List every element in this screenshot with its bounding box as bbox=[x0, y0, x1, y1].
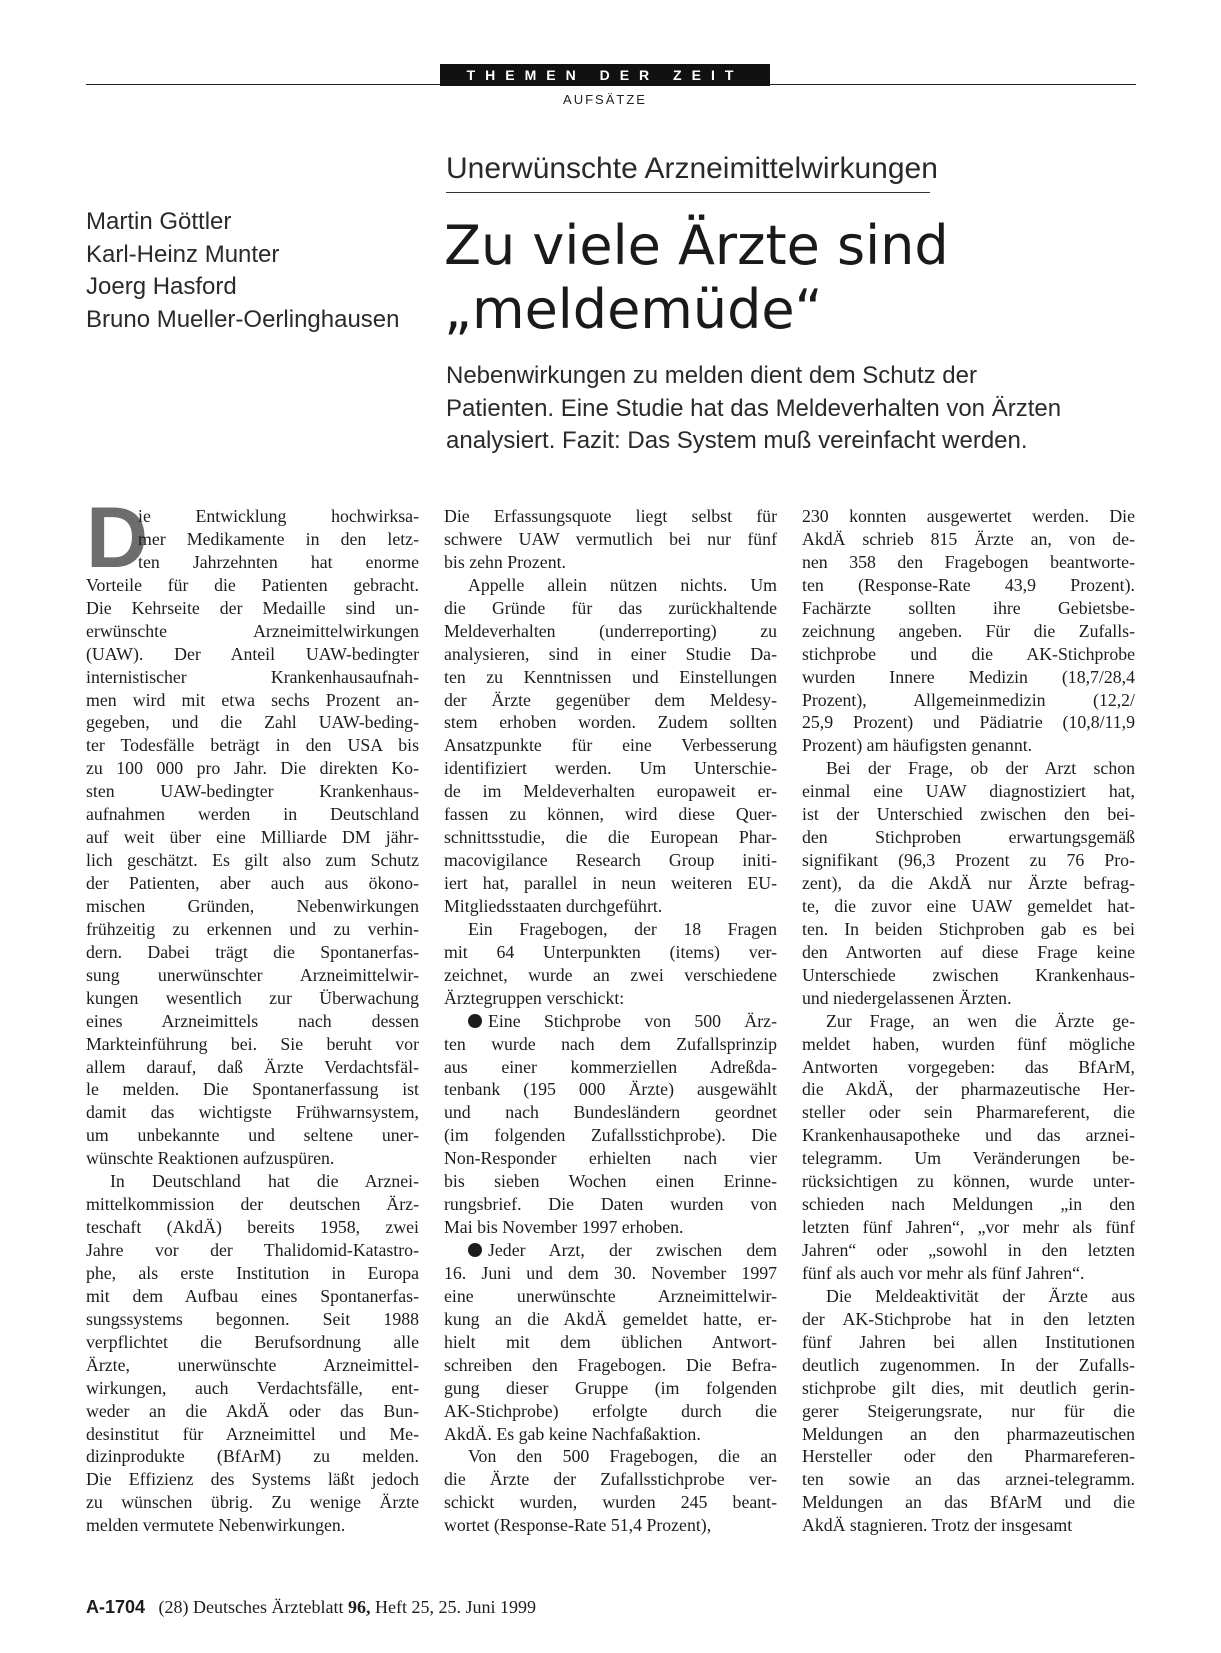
text-line: (im folgenden Zufallsstichprobe). Die bbox=[444, 1125, 777, 1146]
text-line: wünschte Reaktionen aufzuspüren. bbox=[86, 1148, 335, 1169]
headline-line: „meldemüde“ bbox=[444, 278, 823, 341]
text-line: zeichnet, wurde an zwei verschiedene bbox=[444, 964, 777, 985]
text-line: mer Medikamente in den letz- bbox=[138, 528, 419, 549]
text-line: ten Jahrzehnten hat enorme bbox=[138, 551, 419, 572]
text-line: deutlich zugenommen. In der Zufalls- bbox=[802, 1354, 1135, 1375]
text-line: zu 100 000 pro Jahr. Die direkten Ko- bbox=[86, 758, 419, 779]
text-line: men wird mit etwa sechs Prozent an- bbox=[86, 689, 419, 710]
text-line: phe, als erste Institution in Europa bbox=[86, 1262, 419, 1283]
lead-line: Nebenwirkungen zu melden dient dem Schutz der bbox=[446, 362, 977, 389]
journal-issue: Heft 25, 25. Juni 1999 bbox=[375, 1597, 536, 1617]
lead-line: analysiert. Fazit: Das System muß vereinfacht werden. bbox=[446, 427, 1028, 454]
text-line: analysieren, sind in einer Studie Da- bbox=[444, 643, 777, 664]
text-line: Ärzte, unerwünschte Arzneimittel- bbox=[86, 1354, 419, 1375]
text-line: Die Effizienz des Systems läßt jedoch bbox=[86, 1469, 419, 1490]
text-line: weder an die AkdÄ oder das Bun- bbox=[86, 1400, 419, 1421]
text-line: Fachärzte sollten ihre Gebietsbe- bbox=[802, 597, 1135, 618]
text-line: ten wurde nach dem Zufallsprinzip bbox=[444, 1033, 777, 1054]
text-line: zent), da die AkdÄ nur Ärzte befrag- bbox=[802, 873, 1135, 893]
text-line: le melden. Die Spontanerfassung ist bbox=[86, 1079, 419, 1100]
text-line: AK-Stichprobe) erfolgte durch die bbox=[444, 1400, 777, 1421]
text-line: kung an die AkdÄ gemeldet hatte, er- bbox=[444, 1308, 777, 1329]
text-line: verpflichtet die Berufsordnung alle bbox=[86, 1331, 419, 1352]
text-line: mittelkommission der deutschen Ärz- bbox=[86, 1194, 419, 1215]
text-line: dizinprodukte (BfArM) zu melden. bbox=[86, 1446, 419, 1467]
text-line: gung dieser Gruppe (im folgenden bbox=[444, 1377, 777, 1398]
article-lead bbox=[446, 360, 1126, 458]
text-line: aus einer kommerziellen Adreßda- bbox=[444, 1056, 777, 1077]
text-line: 25,9 Prozent) und Pädiatrie (10,8/11,9 bbox=[802, 712, 1135, 733]
text-line: rungsbrief. Die Daten wurden von bbox=[444, 1194, 777, 1215]
text-line: schieden nach Meldungen „in den bbox=[802, 1194, 1135, 1215]
text-line: lich geschätzt. Es gilt also zum Schutz bbox=[86, 850, 419, 871]
text-line: schwere UAW vermutlich bei nur fünf bbox=[444, 528, 777, 549]
text-line: fassen zu können, wird diese Quer- bbox=[444, 804, 777, 825]
text-line bbox=[444, 1010, 777, 1033]
text-line bbox=[444, 1239, 777, 1262]
text-line: Von den 500 Fragebogen, die an bbox=[468, 1446, 777, 1467]
text-line: den Stichproben erwartungsgemäß bbox=[802, 827, 1135, 848]
text-line: Krankenhausapotheke und das arznei- bbox=[802, 1125, 1135, 1146]
text-line: Ärztegruppen verschickt: bbox=[444, 987, 625, 1008]
text-line: wurden Innere Medizin (18,7/28,4 bbox=[802, 666, 1135, 687]
text-line: AkdÄ. Es gab keine Nachfaßaktion. bbox=[444, 1423, 701, 1444]
text-line: 230 konnten ausgewertet werden. Die bbox=[802, 506, 1135, 526]
text-line: kungen wesentlich zur Überwachung bbox=[86, 987, 419, 1008]
body-column-1 bbox=[86, 505, 419, 1537]
text-line: Bei der Frage, ob der Arzt schon bbox=[826, 758, 1135, 779]
text-line: sungssystems begonnen. Seit 1988 bbox=[86, 1308, 419, 1329]
text-line: melden vermutete Nebenwirkungen. bbox=[86, 1515, 346, 1536]
text-line: Prozent), Allgemeinmedizin (12,2/ bbox=[802, 689, 1135, 710]
text-line: fünf als auch vor mehr als fünf Jahren“. bbox=[802, 1262, 1085, 1283]
text-line: ist der Unterschied zwischen den bei- bbox=[802, 804, 1135, 825]
text-line: mit dem Aufbau eines Spontanerfas- bbox=[86, 1285, 419, 1306]
text-line: ten (Response-Rate 43,9 Prozent). bbox=[802, 574, 1135, 595]
text-line: damit das wichtigste Frühwarnsystem, bbox=[86, 1102, 419, 1123]
text-line: wortet (Response-Rate 51,4 Prozent), bbox=[444, 1515, 712, 1536]
journal-name: Deutsches Ärzteblatt bbox=[193, 1597, 344, 1617]
text-line: internistischer Krankenhausaufnah- bbox=[86, 666, 419, 687]
text-line: eine unerwünschte Arzneimittelwir- bbox=[444, 1285, 777, 1306]
text-line: letzten fünf Jahren“, „vor mehr als fünf bbox=[802, 1217, 1135, 1238]
text-line: Ansatzpunkte für eine Verbesserung bbox=[444, 735, 777, 756]
text-line: wirkungen, auch Verdachtsfälle, ent- bbox=[86, 1377, 419, 1398]
text-line: auf weit über eine Milliarde DM jähr- bbox=[86, 827, 419, 848]
text-line: stem erhoben worden. Zudem sollten bbox=[444, 712, 777, 733]
text-line: Jahren“ oder „sowohl in den letzten bbox=[802, 1240, 1135, 1260]
text-line: schnittsstudie, die die European Phar- bbox=[444, 827, 777, 848]
journal-volume: 96, bbox=[348, 1597, 371, 1617]
text-line: Meldeverhalten (underreporting) zu bbox=[444, 620, 777, 641]
text-line: und nach Bundesländern geordnet bbox=[444, 1102, 777, 1123]
text-line: Mitgliedsstaaten durchgeführt. bbox=[444, 895, 663, 916]
text-line: bis sieben Wochen einen Erinne- bbox=[444, 1171, 777, 1192]
text-line: signifikant (96,3 Prozent zu 76 Pro- bbox=[802, 850, 1135, 871]
text-line: sten UAW-bedingter Krankenhaus- bbox=[86, 781, 419, 802]
text-line: desinstitut für Arzneimittel und Me- bbox=[86, 1423, 419, 1444]
text-line: meldet haben, wurden fünf mögliche bbox=[802, 1033, 1135, 1054]
text-line: Meldungen an das BfArM und die bbox=[802, 1492, 1135, 1513]
author-name: Karl-Heinz Munter bbox=[86, 240, 280, 268]
text-line: macovigilance Research Group initi- bbox=[444, 850, 777, 871]
section-label: THEMEN DER ZEIT bbox=[440, 64, 770, 86]
text-line: Non-Responder erhielten nach vier bbox=[444, 1148, 777, 1169]
article-kicker: Unerwünschte Arzneimittelwirkungen bbox=[446, 152, 938, 185]
text-line: allem darauf, daß Ärzte Verdachtsfäl- bbox=[86, 1056, 419, 1077]
bullet-icon bbox=[468, 1243, 482, 1257]
text-line: identifiziert werden. Um Unterschie- bbox=[444, 758, 777, 779]
text-line: AkdÄ stagnieren. Trotz der insgesamt bbox=[802, 1515, 1073, 1536]
bullet-text: Jeder Arzt, der zwischen dem bbox=[488, 1240, 777, 1260]
kicker-rule bbox=[446, 192, 930, 193]
text-line: gegeben, und die Zahl UAW-beding- bbox=[86, 712, 419, 733]
text-line: zu wünschen übrig. Zu wenige Ärzte bbox=[86, 1492, 419, 1513]
text-line: einmal eine UAW diagnostiziert hat, bbox=[802, 781, 1135, 802]
text-line: der Patienten, aber auch aus ökono- bbox=[86, 873, 419, 893]
page-footer bbox=[86, 1597, 536, 1618]
page-code: A-1704 bbox=[86, 1597, 146, 1617]
text-line: Appelle allein nützen nichts. Um bbox=[468, 574, 777, 595]
text-line: dern. Dabei trägt die Spontanerfas- bbox=[86, 941, 419, 962]
text-line: Ein Fragebogen, der 18 Fragen bbox=[468, 918, 777, 939]
text-line: Unterschiede zwischen Krankenhaus- bbox=[802, 964, 1135, 985]
text-line: erwünschte Arzneimittelwirkungen bbox=[86, 620, 419, 641]
bullet-text: Eine Stichprobe von 500 Ärz- bbox=[488, 1010, 777, 1031]
text-line: ter Todesfälle beträgt in den USA bis bbox=[86, 735, 419, 756]
text-line: zeichnung angeben. Für die Zufalls- bbox=[802, 620, 1135, 641]
text-line: de im Meldeverhalten europaweit er- bbox=[444, 781, 777, 802]
drop-cap: D bbox=[86, 490, 149, 586]
text-line: Zur Frage, an wen die Ärzte ge- bbox=[826, 1010, 1135, 1031]
text-line: Vorteile für die Patienten gebracht. bbox=[86, 574, 419, 595]
text-line: Markteinführung bei. Sie beruht vor bbox=[86, 1033, 419, 1054]
text-line: te, die zuvor eine UAW gemeldet hat- bbox=[802, 895, 1135, 916]
body-column-3 bbox=[802, 505, 1135, 1537]
text-line: die AkdÄ, der pharmazeutische Her- bbox=[802, 1079, 1135, 1100]
text-line: In Deutschland hat die Arznei- bbox=[110, 1171, 419, 1192]
text-line: stichprobe gilt dies, mit deutlich gerin- bbox=[802, 1377, 1135, 1398]
text-line: Die Erfassungsquote liegt selbst für bbox=[444, 506, 777, 526]
body-column-2 bbox=[444, 505, 777, 1537]
article-headline bbox=[444, 214, 1144, 342]
headline-line: Zu viele Ärzte sind bbox=[444, 214, 949, 277]
text-line: Die Kehrseite der Medaille sind un- bbox=[86, 597, 419, 618]
text-line: ten sowie an das arznei-telegramm. bbox=[802, 1469, 1135, 1490]
bullet-icon bbox=[468, 1014, 482, 1028]
text-line: Hersteller oder den Pharmareferen- bbox=[802, 1446, 1135, 1467]
text-line: bis zehn Prozent. bbox=[444, 551, 566, 572]
text-line: tenbank (195 000 Ärzte) ausgewählt bbox=[444, 1079, 777, 1100]
text-line: stichprobe und die AK-Stichprobe bbox=[802, 643, 1135, 664]
author-name: Martin Göttler bbox=[86, 208, 232, 235]
text-line: Meldungen an den pharmazeutischen bbox=[802, 1423, 1135, 1444]
text-line: und niedergelassenen Ärzten. bbox=[802, 987, 1012, 1008]
text-line: frühzeitig zu erkennen und zu verhin- bbox=[86, 918, 419, 939]
text-line: iert hat, parallel in neun weiteren EU- bbox=[444, 873, 777, 893]
lead-line: Patienten. Eine Studie hat das Meldeverhalten von Ärzten bbox=[446, 394, 1062, 422]
text-line: die Gründe für das zurückhaltende bbox=[444, 597, 777, 618]
text-line: mischen Gründen, Nebenwirkungen bbox=[86, 895, 419, 916]
text-line: der AK-Stichprobe hat in den letzten bbox=[802, 1308, 1135, 1329]
subsection-label: AUFSÄTZE bbox=[563, 92, 647, 107]
text-line: fünf Jahren bei allen Institutionen bbox=[802, 1331, 1135, 1352]
text-line: schreiben den Fragebogen. Die Befra- bbox=[444, 1354, 777, 1375]
text-line: eines Arzneimittels nach dessen bbox=[86, 1010, 419, 1031]
text-line: nen 358 den Fragebogen beantworte- bbox=[802, 551, 1135, 572]
text-line: Jahre vor der Thalidomid-Katastro- bbox=[86, 1240, 419, 1260]
text-line: hielt mit dem üblichen Antwort- bbox=[444, 1331, 777, 1352]
text-line: schickt wurden, wurden 245 beant- bbox=[444, 1492, 777, 1513]
text-line: (UAW). Der Anteil UAW-bedingter bbox=[86, 643, 419, 664]
text-line: Die Meldeaktivität der Ärzte aus bbox=[826, 1285, 1135, 1306]
text-line: Mai bis November 1997 erhoben. bbox=[444, 1217, 684, 1238]
text-line: die Ärzte der Zufallsstichprobe ver- bbox=[444, 1469, 777, 1490]
text-line: teschaft (AkdÄ) bereits 1958, zwei bbox=[86, 1217, 419, 1238]
author-name: Joerg Hasford bbox=[86, 273, 237, 300]
text-line: gerer Steigerungsrate, nur für die bbox=[802, 1400, 1135, 1421]
text-line: mit 64 Unterpunkten (items) ver- bbox=[444, 941, 777, 962]
text-line: AkdÄ schrieb 815 Ärzte an, von de- bbox=[802, 528, 1135, 549]
author-name: Bruno Mueller-Oerlinghausen bbox=[86, 305, 400, 333]
text-line: Antworten vorgegeben: das BfArM, bbox=[802, 1056, 1135, 1077]
text-line: 16. Juni und dem 30. November 1997 bbox=[444, 1262, 777, 1283]
text-line: aufnahmen werden in Deutschland bbox=[86, 804, 419, 825]
text-line: den Antworten auf diese Frage keine bbox=[802, 941, 1135, 962]
text-line: ten. In beiden Stichproben gab es bei bbox=[802, 918, 1135, 939]
text-line: telegramm. Um Veränderungen be- bbox=[802, 1148, 1135, 1169]
text-line: steller oder sein Pharmareferent, die bbox=[802, 1102, 1135, 1123]
text-line: ten zu Kenntnissen und Einstellungen bbox=[444, 666, 777, 687]
text-line: Prozent) am häufigsten genannt. bbox=[802, 735, 1033, 756]
text-line: ie Entwicklung hochwirksa- bbox=[138, 506, 419, 526]
text-line: um unbekannte und seltene uner- bbox=[86, 1125, 419, 1146]
text-line: sung unerwünschter Arzneimittelwir- bbox=[86, 964, 419, 985]
text-line: der Ärzte gegenüber dem Meldesy- bbox=[444, 689, 777, 710]
text-line: rücksichtigen zu können, wurde unter- bbox=[802, 1171, 1135, 1192]
author-list bbox=[86, 206, 426, 336]
page-number: (28) bbox=[158, 1597, 189, 1617]
